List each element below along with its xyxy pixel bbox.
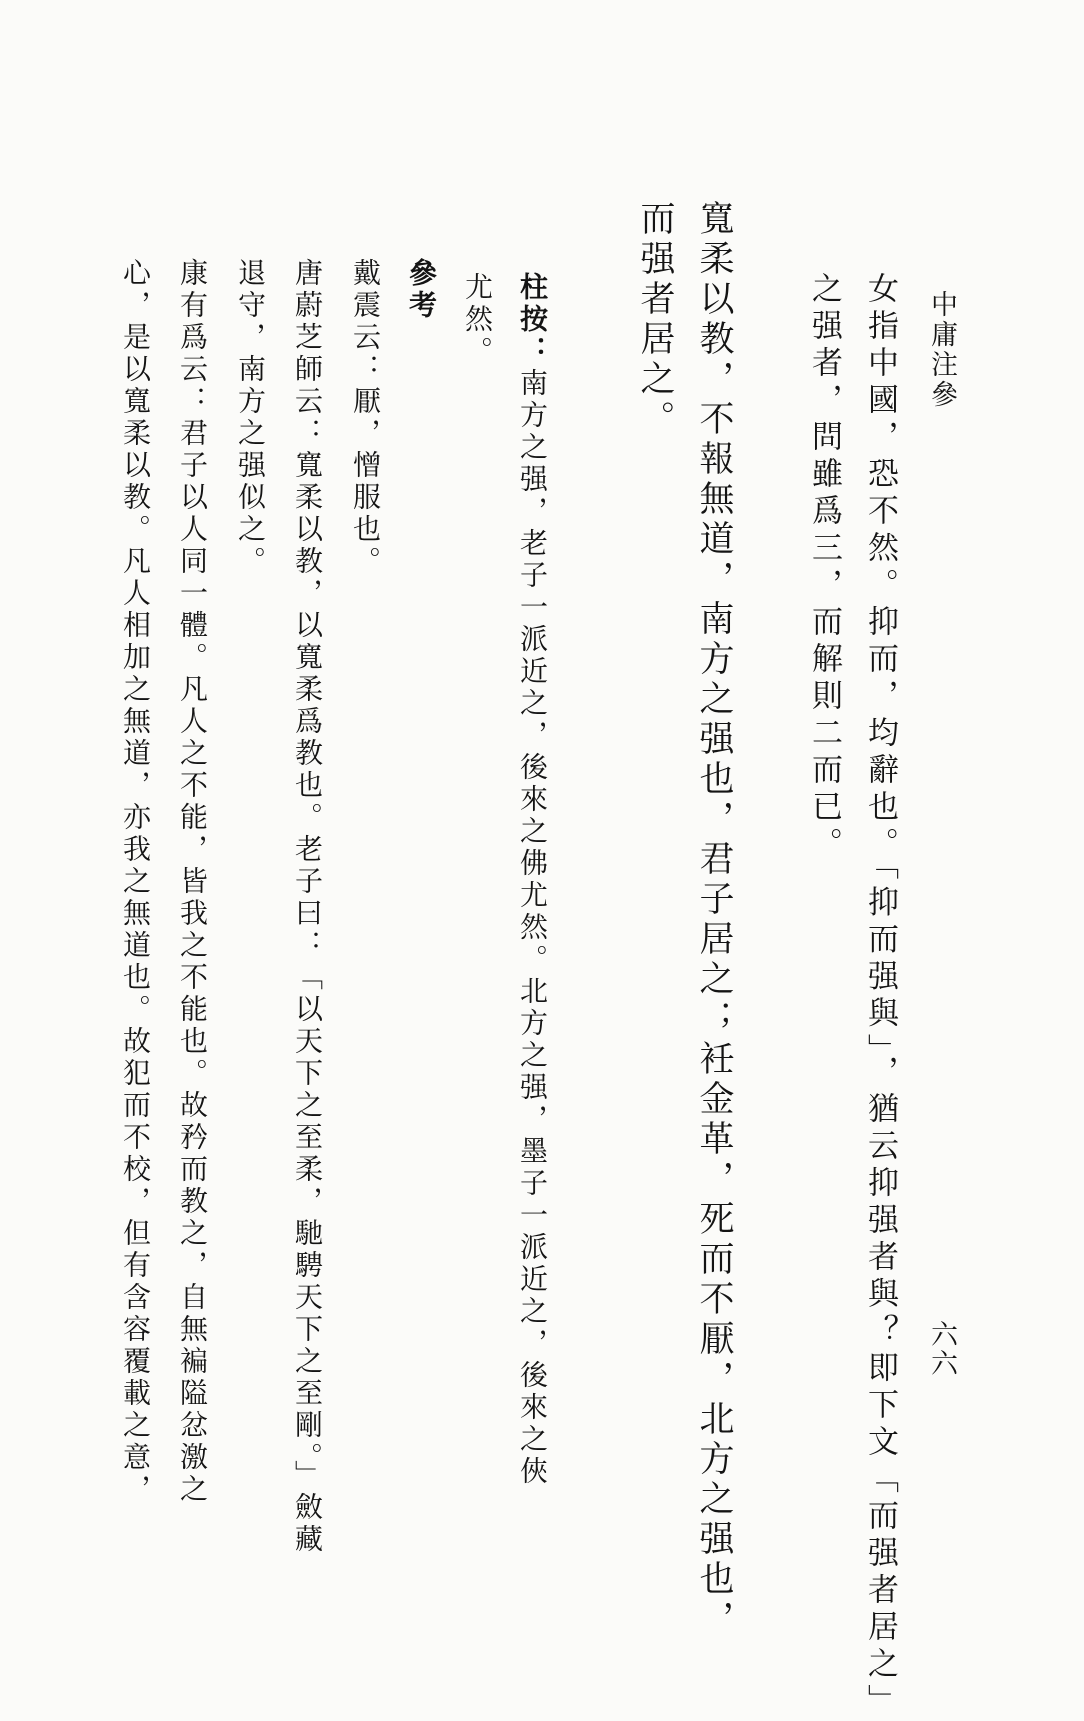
references-heading: 參考	[405, 258, 438, 322]
author-note-line-1	[515, 272, 549, 1488]
page-number: 六六	[926, 1320, 957, 1378]
main-text-line-2: 而强者居之。	[635, 200, 675, 440]
commentary-line-1: 女指中國，恐不然。抑而，均辭也。「抑而强與」，猶云抑强者與？即下文「而强者居之」	[862, 272, 898, 1721]
reference-kang-line-2: 心，是以寬柔以教。凡人相加之無道，亦我之無道也。故犯而不校，但有含容覆載之意，	[119, 258, 152, 1506]
author-note-label: 柱按：	[516, 272, 549, 368]
reference-dai-zhen: 戴震云：厭，憎服也。	[349, 258, 382, 578]
main-text-line-1: 寬柔以教，不報無道，南方之强也，君子居之；衽金革，死而不厭，北方之强也，	[694, 200, 734, 1640]
author-note-line-2: 尤然。	[461, 272, 494, 368]
commentary-line-2: 之强者，問雖爲三，而解則二而已。	[806, 272, 842, 864]
reference-tang-wei-line-2: 退守，南方之强似之。	[234, 258, 267, 578]
page-title: 中庸注參	[926, 290, 957, 410]
reference-kang-line-1: 康有爲云：君子以人同一體。凡人之不能，皆我之不能也。故矜而教之，自無褊隘忿激之	[176, 258, 209, 1506]
author-note-text: 南方之强，老子一派近之，後來之佛尤然。北方之强，墨子一派近之，後來之俠	[516, 368, 549, 1488]
reference-tang-wei-line-1: 唐蔚芝師云：寬柔以教，以寬柔爲教也。老子曰：「以天下之至柔，馳騁天下之至剛。」斂藏	[291, 258, 324, 1556]
